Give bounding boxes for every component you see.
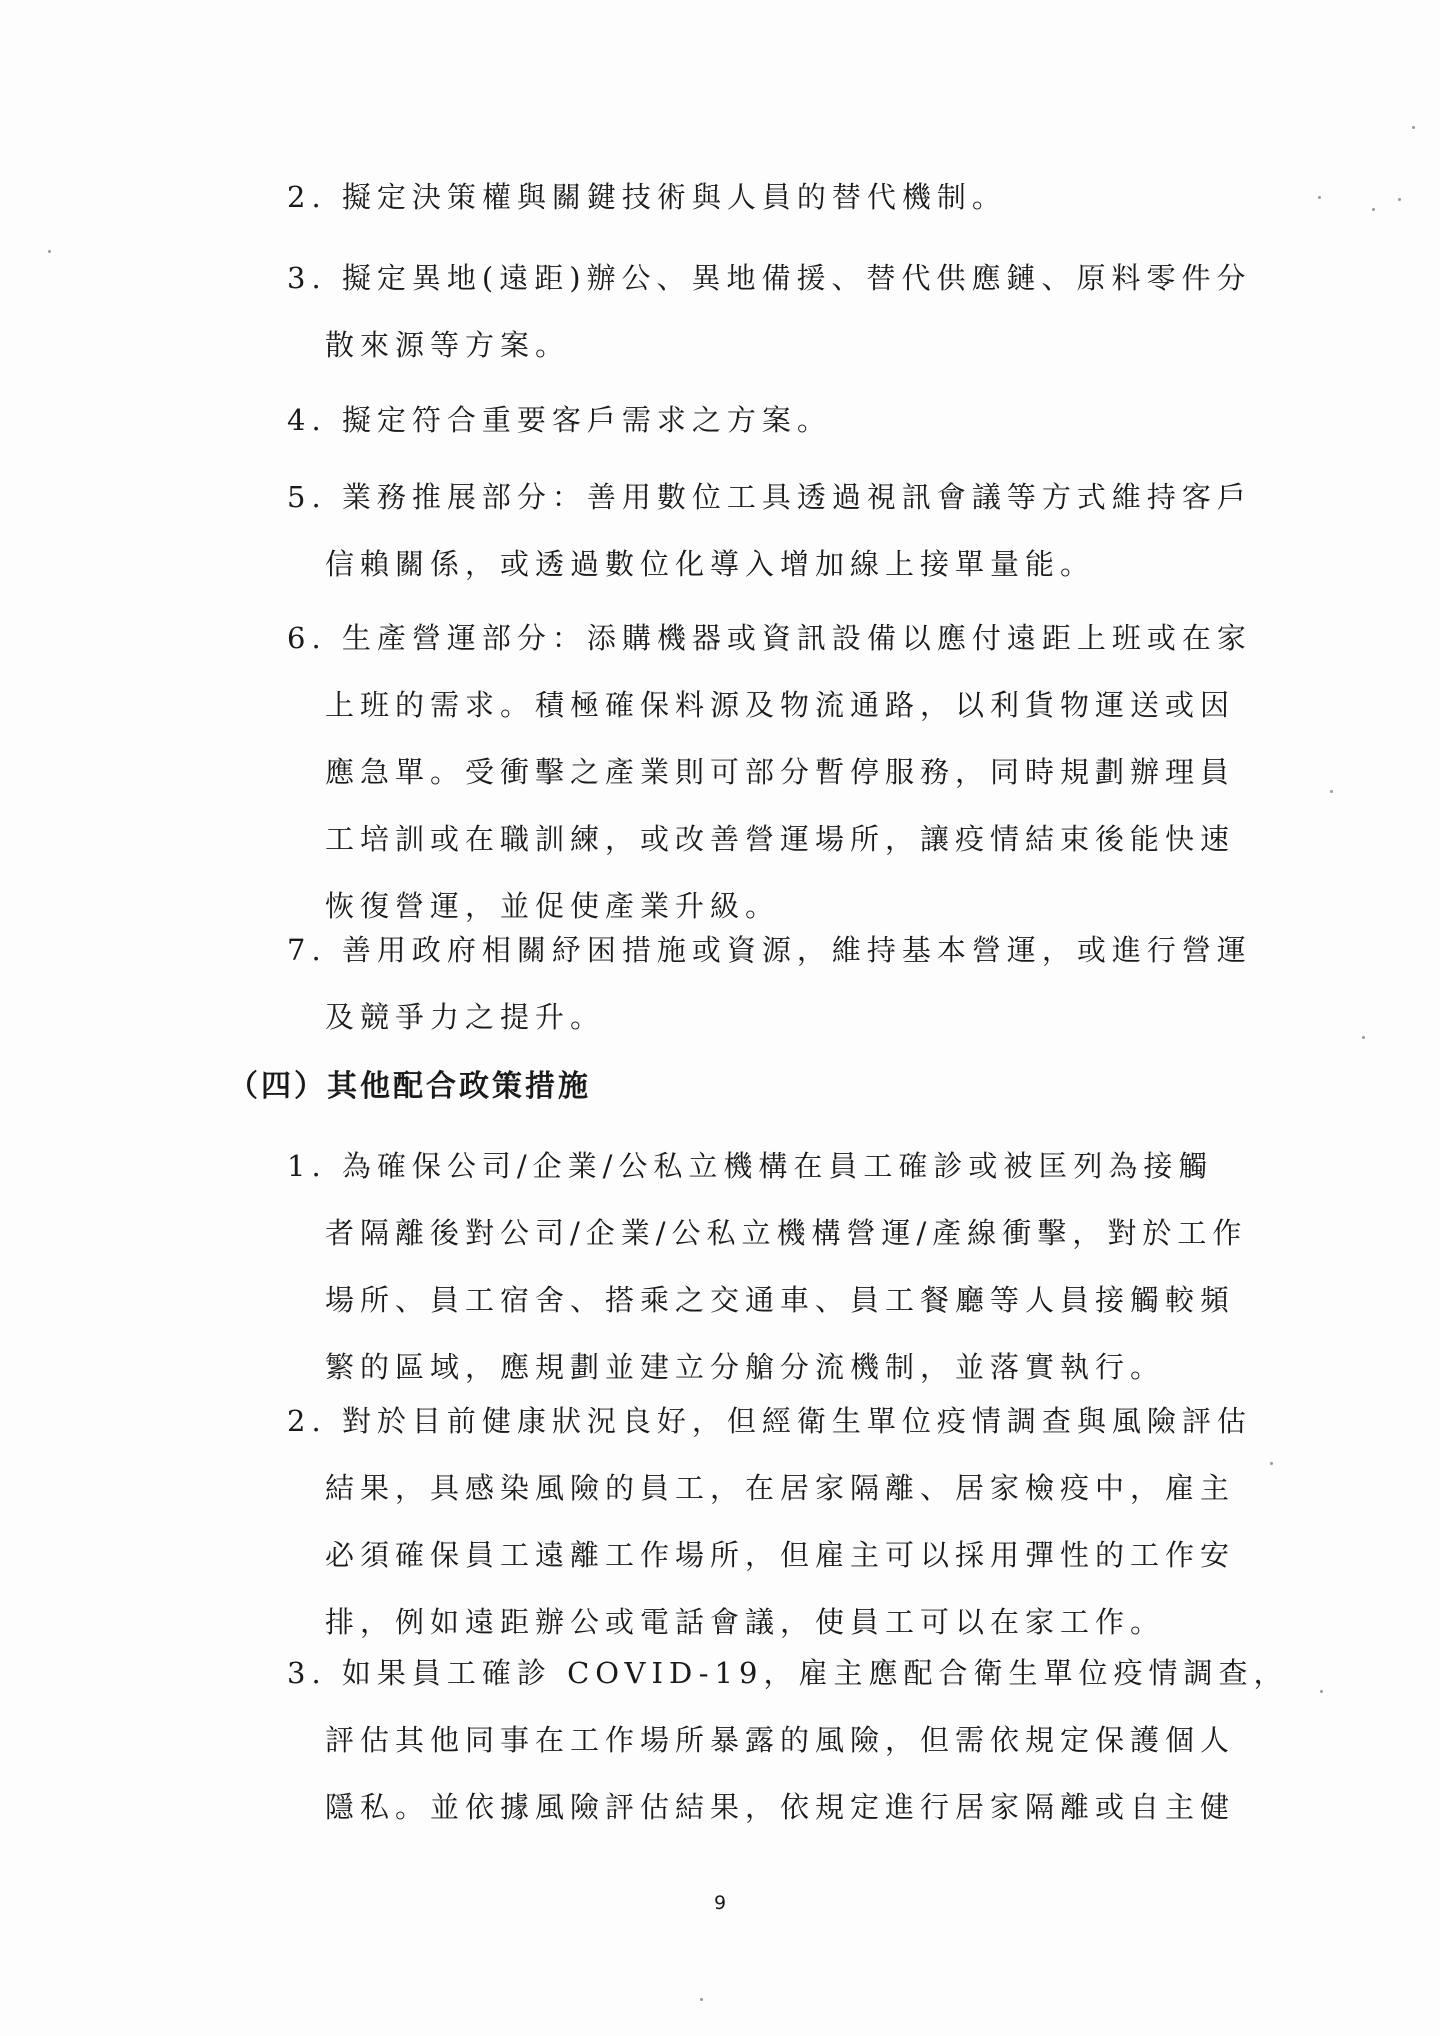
page-number: 9 bbox=[713, 1892, 727, 1914]
scan-speck bbox=[1330, 790, 1333, 793]
item-line: 信賴關係，或透過數位化導入增加線上接單量能。 bbox=[325, 547, 1096, 581]
list-item-2 bbox=[287, 175, 1230, 242]
scan-speck bbox=[700, 1998, 703, 2001]
scan-speck bbox=[1372, 208, 1375, 211]
item-line: 4. 擬定符合重要客戶需求之方案。 bbox=[287, 403, 832, 437]
item-line: 評估其他同事在工作場所暴露的風險，但需依規定保護個人 bbox=[325, 1723, 1236, 1757]
list-item-3 bbox=[287, 256, 1252, 390]
item-line: 繁的區域，應規劃並建立分艙分流機制，並落實執行。 bbox=[325, 1350, 1166, 1384]
section-heading: （四）其他配合政策措施 bbox=[228, 1069, 591, 1104]
item-line: 2. 對於目前健康狀況良好，但經衛生單位疫情調查與風險評估 bbox=[287, 1404, 1252, 1438]
item-line: 6. 生產營運部分：添購機器或資訊設備以應付遠距上班或在家 bbox=[287, 621, 1252, 655]
scan-speck bbox=[1398, 198, 1401, 201]
item-line: 場所、員工宿舍、搭乘之交通車、員工餐廳等人員接觸較頻 bbox=[325, 1283, 1236, 1317]
list-item-b2 bbox=[287, 1399, 1252, 1667]
scan-speck bbox=[48, 250, 51, 253]
item-line: 3. 如果員工確診 COVID-19，雇主應配合衛生單位疫情調查， bbox=[287, 1656, 1289, 1690]
scan-speck bbox=[1412, 126, 1415, 129]
item-line: 7. 善用政府相關紓困措施或資源，維持基本營運，或進行營運 bbox=[287, 933, 1252, 967]
scan-speck bbox=[1362, 1036, 1365, 1039]
item-line: 5. 業務推展部分：善用數位工具透過視訊會議等方式維持客戶 bbox=[287, 480, 1252, 514]
scan-speck bbox=[1320, 1690, 1323, 1693]
item-line: 隱私。並依據風險評估結果，依規定進行居家隔離或自主健 bbox=[325, 1790, 1236, 1824]
scan-speck bbox=[1270, 1462, 1273, 1465]
list-item-4 bbox=[287, 398, 1230, 465]
item-line: 2. 擬定決策權與關鍵技術與人員的替代機制。 bbox=[287, 180, 1007, 214]
list-item-b1 bbox=[287, 1144, 1248, 1412]
item-line: 及競爭力之提升。 bbox=[325, 1000, 606, 1034]
item-line: 者隔離後對公司/企業/公私立機構營運/產線衝擊，對於工作 bbox=[325, 1216, 1248, 1250]
item-line: 必須確保員工遠離工作場所，但雇主可以採用彈性的工作安 bbox=[325, 1538, 1236, 1572]
item-line: 排，例如遠距辦公或電話會議，使員工可以在家工作。 bbox=[325, 1605, 1166, 1639]
item-line: 工培訓或在職訓練，或改善營運場所，讓疫情結束後能快速 bbox=[325, 822, 1236, 856]
item-line: 散來源等方案。 bbox=[325, 328, 571, 362]
item-line: 3. 擬定異地(遠距)辦公、異地備援、替代供應鏈、原料零件分 bbox=[287, 261, 1252, 295]
item-line: 1. 為確保公司/企業/公私立機構在員工確診或被匡列為接觸 bbox=[287, 1149, 1214, 1183]
item-line: 恢復營運，並促使產業升級。 bbox=[325, 889, 781, 923]
item-line: 應急單。受衝擊之產業則可部分暫停服務，同時規劃辦理員 bbox=[325, 755, 1236, 789]
item-line: 上班的需求。積極確保料源及物流通路，以利貨物運送或因 bbox=[325, 688, 1236, 722]
scan-speck bbox=[1318, 196, 1321, 199]
item-line: 結果，具感染風險的員工，在居家隔離、居家檢疫中，雇主 bbox=[325, 1471, 1236, 1505]
list-item-7 bbox=[287, 928, 1252, 1062]
list-item-5 bbox=[287, 475, 1252, 609]
list-item-b3 bbox=[287, 1651, 1289, 1852]
